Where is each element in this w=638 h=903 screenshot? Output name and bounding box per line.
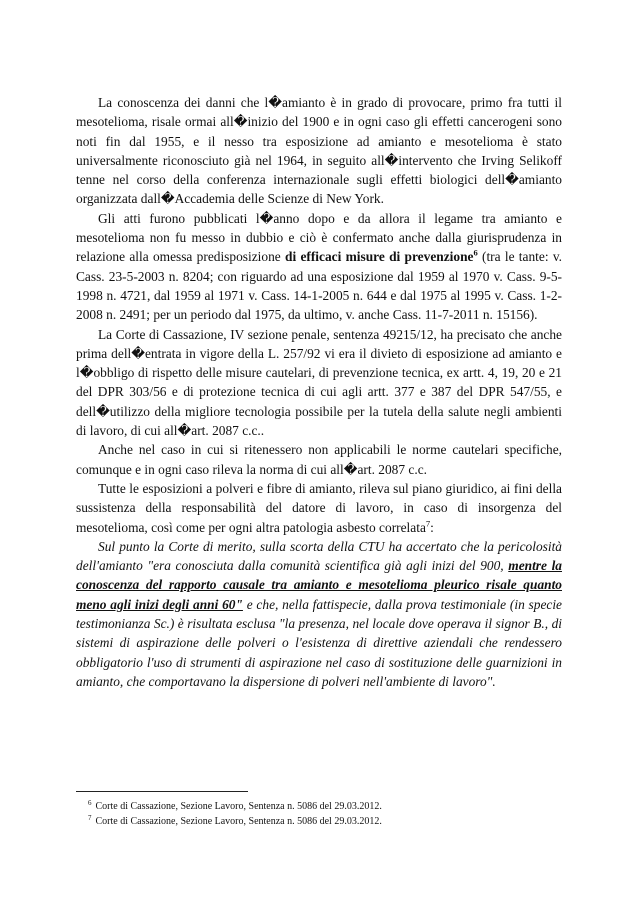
paragraph-6-quote	[76, 537, 562, 691]
paragraph-1	[76, 93, 562, 209]
footnote-6-text: Corte di Cassazione, Sezione Lavoro, Sentenza n. 5086 del 29.03.2012.	[95, 801, 382, 812]
footnote-7	[88, 815, 382, 829]
paragraph-5-text-b: :	[430, 519, 434, 535]
paragraph-4	[76, 440, 562, 479]
paragraph-6-text-c: e che, nella fattispecie, dalla prova testimoniale (in specie testimonianza Sc.) è risultata esclusa "la presenza, nel locale dove operava il signor B., di sistemi di aspirazione delle polveri o l'esistenza di direttive aziendali che rendessero obbligatorio l'uso di strumenti di aspirazione nel caso di sostituzione delle guarnizioni in amianto, che comportavano la dispersione di polveri nell'ambiente di lavoro".	[76, 596, 562, 689]
paragraph-6-emphasis: mentre la conoscenza del rapporto causale tra amianto e mesotelioma pleurico risale quanto meno agli inizi degli anni 60"	[76, 558, 562, 612]
paragraph-5-text-a: Tutte le esposizioni a polveri e fibre di amianto, rileva sul piano giuridico, ai fini della sussistenza della responsabilità del datore di lavoro, in caso di insorgenza del mesotelioma, così come per ogni altra patologia asbesto correlata	[76, 480, 562, 535]
paragraph-6-text-a: Sul punto la Corte di merito, sulla scorta della CTU ha accertato che la pericolosità dell'amianto "era conosciuta dalla comunità scientifica già agli inizi del 900,	[76, 538, 562, 574]
paragraph-2	[76, 209, 562, 325]
paragraph-2-text-c: (tra le tante: v. Cass. 23-5-2003 n. 8204; con riguardo ad una esposizione dal 1959 al 1970 v. Cass. 9-5- 1998 n. 4721, dal 1959 al 1971 v. Cass. 14-1-2005 n. 644 e dal 1975 al 1995 v. Cass. 1-2-2008 n. 2491; per un periodo dal 1975, da ultimo, v. anche Cass. 11-7-2011 n. 15156).	[76, 249, 563, 323]
footnote-ref-7: 7	[425, 518, 431, 529]
document-body	[76, 93, 562, 691]
paragraph-3-text: La Corte di Cassazione, IV sezione penale, sentenza 49215/12, ha precisato che anche prima dell�entrata in vigore della L. 257/92 vi era il divieto di esposizione ad amianto e l�obbligo di rispetto delle misure cautelari, di prevenzione tecnica, ex artt. 4, 19, 20 e 21 del DPR 303/56 e di protezione tecnica di cui agli artt. 377 e 387 del DPR 547/55, e dell�utilizzo della migliore tecnologia possibile per la tutela della salute negli ambienti di lavoro, di cui all�art. 2087 c.c..	[76, 326, 562, 439]
paragraph-1-text: La conoscenza dei danni che l�amianto è in grado di provocare, primo fra tutti il mesotelioma, risale ormai all�inizio del 1900 e in ogni caso gli effetti cancerogeni sono noti fin dal 1955, e il nesso tra esposizione ad amianto e mesotelioma è stato universalmente riconosciuto già nel 1964, in seguito all�intervento che Irving Selikoff tenne nel corso della conferenza internazionale sugli effetti biologici dell�amianto organizzata dall�Accademia delle Scienze di New York.	[76, 95, 562, 207]
paragraph-2-bold: di efficaci misure di prevenzione	[285, 249, 474, 265]
footnote-6	[88, 800, 382, 814]
footnote-6-number: 6	[88, 798, 92, 807]
paragraph-5	[76, 479, 562, 537]
paragraph-4-text: Anche nel caso in cui si ritenessero non applicabili le norme cautelari specifiche, comunque e in ogni caso rileva la norma di cui all�art. 2087 c.c.	[76, 442, 562, 477]
footnote-ref-6: 6	[473, 247, 478, 258]
footnote-7-number: 7	[88, 813, 92, 822]
paragraph-2-text-a: Gli atti furono pubblicati l�anno dopo e da allora il legame tra amianto e mesotelioma non fu messo in dubbio e ciò è confermato anche dalla giurisprudenza in relazione alla omessa predisposizione	[76, 210, 562, 265]
paragraph-3	[76, 325, 562, 441]
footnote-7-text: Corte di Cassazione, Sezione Lavoro, Sentenza n. 5086 del 29.03.2012.	[95, 816, 382, 827]
footnote-separator	[76, 791, 248, 792]
